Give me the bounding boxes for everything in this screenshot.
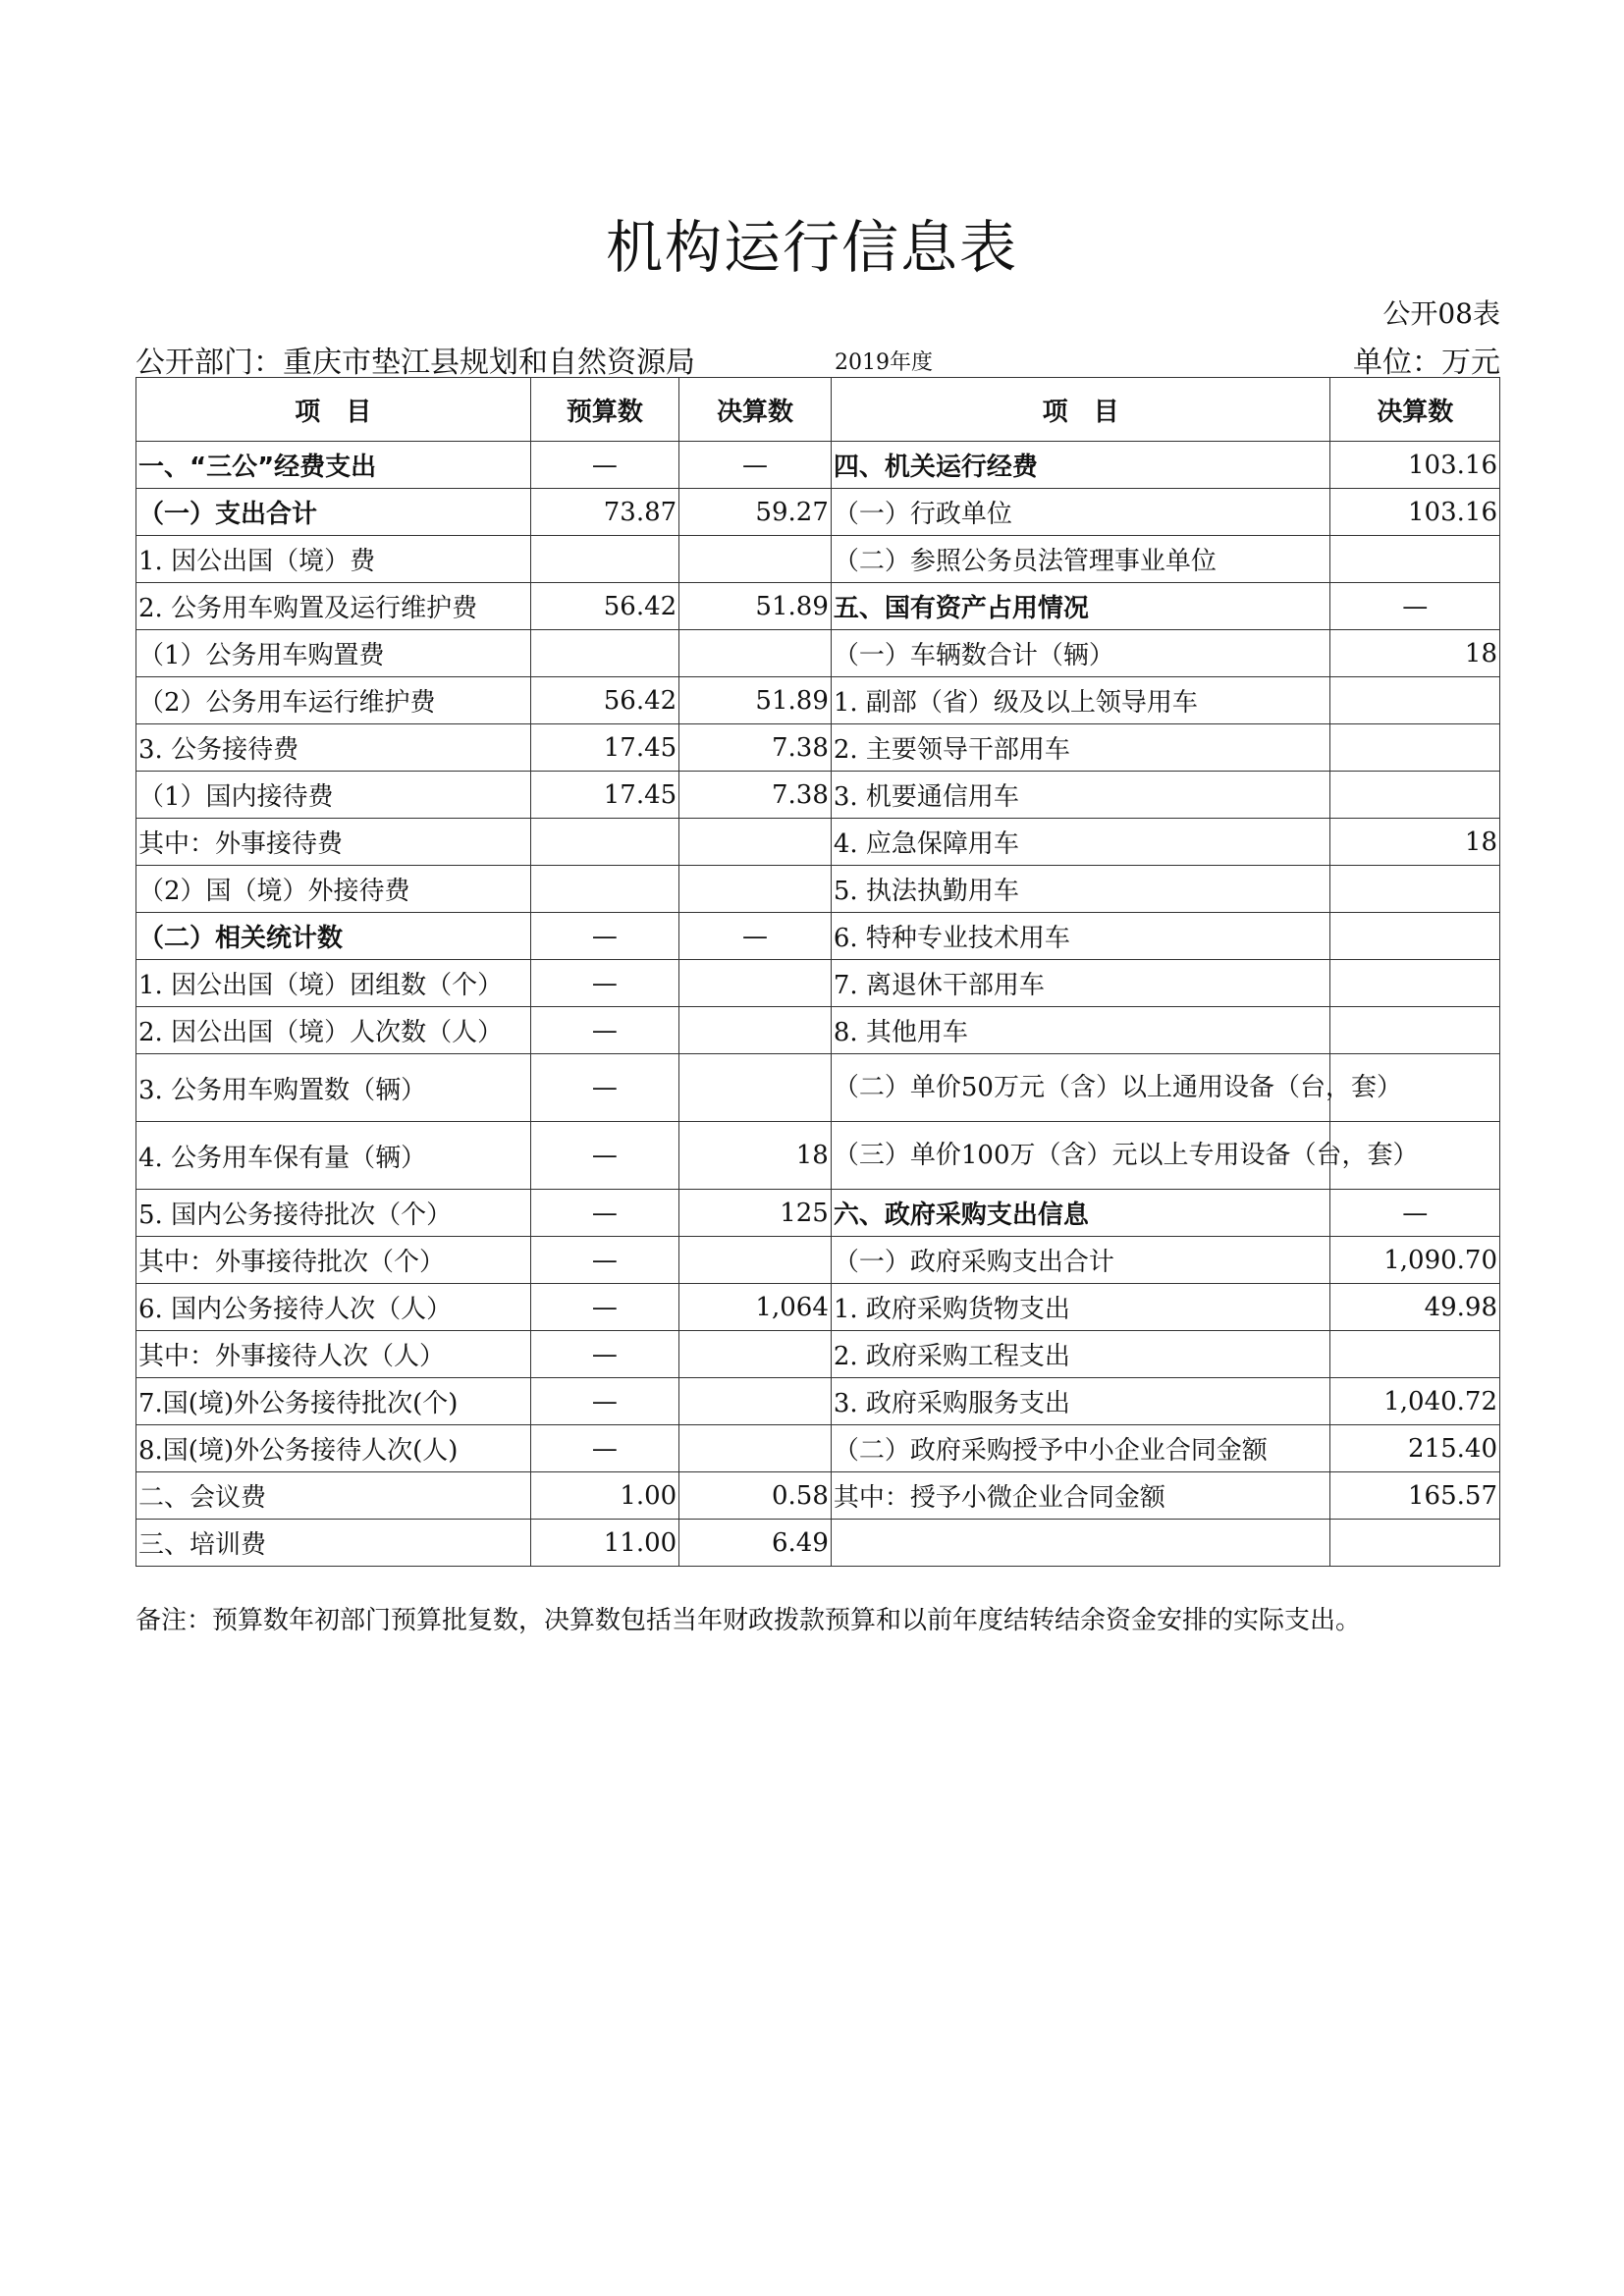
right-item-cell: （三）单价100万（含）元以上专用设备（台，套）	[831, 1122, 1330, 1190]
budget-cell: 11.00	[530, 1520, 679, 1567]
table-row	[136, 866, 1500, 913]
final-cell: 7.38	[679, 772, 832, 819]
right-final-cell	[1330, 960, 1500, 1007]
right-final-cell: 18	[1330, 630, 1500, 677]
right-final-cell	[1330, 1007, 1500, 1054]
final-cell	[679, 1378, 832, 1425]
right-item-cell: 四、机关运行经费	[831, 442, 1330, 489]
right-final-cell: 103.16	[1330, 489, 1500, 536]
table-row	[136, 489, 1500, 536]
footnote: 备注：预算数年初部门预算批复数，决算数包括当年财政拨款预算和以前年度结转结余资金安排的实际支出。	[135, 1606, 1362, 1635]
year-label: 2019年度	[835, 350, 933, 375]
right-item-cell: 其中：授予小微企业合同金额	[831, 1472, 1330, 1520]
right-final-cell: —	[1330, 583, 1500, 630]
right-item-cell: 5. 执法执勤用车	[831, 866, 1330, 913]
budget-cell	[530, 819, 679, 866]
right-item-cell	[831, 1520, 1330, 1567]
budget-cell: —	[530, 1122, 679, 1190]
right-final-cell: 1,090.70	[1330, 1237, 1500, 1284]
final-cell	[679, 630, 832, 677]
final-cell	[679, 1054, 832, 1122]
table-row	[136, 677, 1500, 724]
right-item-cell: 8. 其他用车	[831, 1007, 1330, 1054]
left-item-cell: （二）相关统计数	[136, 913, 531, 960]
budget-cell	[530, 536, 679, 583]
left-item-cell: 三、培训费	[136, 1520, 531, 1567]
table-row	[136, 1054, 1500, 1122]
right-item-cell: （一）车辆数合计（辆）	[831, 630, 1330, 677]
final-cell	[679, 866, 832, 913]
right-final-cell: 215.40	[1330, 1425, 1500, 1472]
budget-cell	[530, 630, 679, 677]
budget-cell: —	[530, 1007, 679, 1054]
left-item-cell: 8.国(境)外公务接待人次(人)	[136, 1425, 531, 1472]
table-row	[136, 1520, 1500, 1567]
left-item-cell: 其中：外事接待批次（个）	[136, 1237, 531, 1284]
final-cell: —	[679, 442, 832, 489]
budget-cell: —	[530, 1190, 679, 1237]
table-row	[136, 913, 1500, 960]
left-item-cell: 1. 因公出国（境）费	[136, 536, 531, 583]
right-item-cell: 2. 政府采购工程支出	[831, 1331, 1330, 1378]
header-budget: 预算数	[530, 378, 679, 442]
budget-cell: —	[530, 1054, 679, 1122]
right-final-cell	[1330, 536, 1500, 583]
operation-info-table	[135, 377, 1500, 1567]
right-final-cell	[1330, 913, 1500, 960]
right-item-cell: 7. 离退休干部用车	[831, 960, 1330, 1007]
table-row	[136, 1378, 1500, 1425]
left-item-cell: 二、会议费	[136, 1472, 531, 1520]
budget-cell: —	[530, 1237, 679, 1284]
final-cell	[679, 960, 832, 1007]
left-item-cell: 3. 公务接待费	[136, 724, 531, 772]
final-cell: 51.89	[679, 677, 832, 724]
final-cell	[679, 1331, 832, 1378]
right-item-cell: （二）参照公务员法管理事业单位	[831, 536, 1330, 583]
right-item-cell: 六、政府采购支出信息	[831, 1190, 1330, 1237]
header-item-right: 项 目	[831, 378, 1330, 442]
left-item-cell: 1. 因公出国（境）团组数（个）	[136, 960, 531, 1007]
budget-cell: 56.42	[530, 583, 679, 630]
table-row	[136, 1472, 1500, 1520]
budget-cell: —	[530, 1378, 679, 1425]
table-row	[136, 583, 1500, 630]
final-cell: —	[679, 913, 832, 960]
final-cell	[679, 1007, 832, 1054]
right-item-cell: （一）政府采购支出合计	[831, 1237, 1330, 1284]
budget-cell: 17.45	[530, 772, 679, 819]
right-item-cell: 1. 政府采购货物支出	[831, 1284, 1330, 1331]
left-item-cell: 5. 国内公务接待批次（个）	[136, 1190, 531, 1237]
left-item-cell: 一、“三公”经费支出	[136, 442, 531, 489]
unit-label: 单位：万元	[1353, 346, 1500, 380]
budget-cell: —	[530, 1425, 679, 1472]
final-cell: 51.89	[679, 583, 832, 630]
right-item-cell: 4. 应急保障用车	[831, 819, 1330, 866]
left-item-cell: （2）国（境）外接待费	[136, 866, 531, 913]
table-row	[136, 1284, 1500, 1331]
left-item-cell: 2. 因公出国（境）人次数（人）	[136, 1007, 531, 1054]
right-final-cell: 18	[1330, 819, 1500, 866]
right-final-cell	[1330, 724, 1500, 772]
right-item-cell: （二）单价50万元（含）以上通用设备（台，套）	[831, 1054, 1330, 1122]
left-item-cell: 7.国(境)外公务接待批次(个)	[136, 1378, 531, 1425]
left-item-cell: 其中：外事接待费	[136, 819, 531, 866]
final-cell	[679, 536, 832, 583]
right-item-cell: （二）政府采购授予中小企业合同金额	[831, 1425, 1330, 1472]
right-item-cell: （一）行政单位	[831, 489, 1330, 536]
budget-cell: —	[530, 960, 679, 1007]
form-code: 公开08表	[1382, 297, 1500, 330]
final-cell: 59.27	[679, 489, 832, 536]
final-cell	[679, 1425, 832, 1472]
table-row	[136, 630, 1500, 677]
table-row	[136, 442, 1500, 489]
header-final-right: 决算数	[1330, 378, 1500, 442]
right-item-cell: 2. 主要领导干部用车	[831, 724, 1330, 772]
table-row	[136, 772, 1500, 819]
right-final-cell: 165.57	[1330, 1472, 1500, 1520]
table-row	[136, 536, 1500, 583]
final-cell: 1,064	[679, 1284, 832, 1331]
final-cell	[679, 1237, 832, 1284]
right-item-cell: 1. 副部（省）级及以上领导用车	[831, 677, 1330, 724]
budget-cell: —	[530, 1331, 679, 1378]
page-title: 机构运行信息表	[605, 214, 1018, 281]
right-final-cell	[1330, 677, 1500, 724]
budget-cell: 73.87	[530, 489, 679, 536]
table-row	[136, 1007, 1500, 1054]
budget-cell: —	[530, 442, 679, 489]
right-final-cell	[1330, 1520, 1500, 1567]
budget-cell	[530, 866, 679, 913]
left-item-cell: 6. 国内公务接待人次（人）	[136, 1284, 531, 1331]
table-row	[136, 960, 1500, 1007]
left-item-cell: 4. 公务用车保有量（辆）	[136, 1122, 531, 1190]
right-final-cell	[1330, 1331, 1500, 1378]
table-row	[136, 1190, 1500, 1237]
left-item-cell: （2）公务用车运行维护费	[136, 677, 531, 724]
right-item-cell: 五、国有资产占用情况	[831, 583, 1330, 630]
final-cell: 18	[679, 1122, 832, 1190]
header-item-left: 项 目	[136, 378, 531, 442]
right-final-cell	[1330, 772, 1500, 819]
table-row	[136, 1425, 1500, 1472]
budget-cell: —	[530, 1284, 679, 1331]
left-item-cell: （1）公务用车购置费	[136, 630, 531, 677]
right-final-cell	[1330, 866, 1500, 913]
table-row	[136, 1331, 1500, 1378]
right-final-cell: —	[1330, 1190, 1500, 1237]
right-final-cell: 49.98	[1330, 1284, 1500, 1331]
budget-cell: 56.42	[530, 677, 679, 724]
left-item-cell: 3. 公务用车购置数（辆）	[136, 1054, 531, 1122]
budget-cell: 17.45	[530, 724, 679, 772]
right-final-cell: 1,040.72	[1330, 1378, 1500, 1425]
left-item-cell: 2. 公务用车购置及运行维护费	[136, 583, 531, 630]
right-final-cell: 103.16	[1330, 442, 1500, 489]
budget-cell: —	[530, 913, 679, 960]
table-row	[136, 1237, 1500, 1284]
right-item-cell: 3. 机要通信用车	[831, 772, 1330, 819]
final-cell	[679, 819, 832, 866]
right-item-cell: 6. 特种专业技术用车	[831, 913, 1330, 960]
final-cell: 6.49	[679, 1520, 832, 1567]
table-row	[136, 1122, 1500, 1190]
final-cell: 7.38	[679, 724, 832, 772]
final-cell: 0.58	[679, 1472, 832, 1520]
department-label: 公开部门：重庆市垫江县规划和自然资源局	[135, 346, 695, 380]
right-item-cell: 3. 政府采购服务支出	[831, 1378, 1330, 1425]
header-meta	[135, 338, 1500, 380]
table-header-row	[136, 378, 1500, 442]
left-item-cell: 其中：外事接待人次（人）	[136, 1331, 531, 1378]
table-row	[136, 724, 1500, 772]
left-item-cell: （1）国内接待费	[136, 772, 531, 819]
left-item-cell: （一）支出合计	[136, 489, 531, 536]
final-cell: 125	[679, 1190, 832, 1237]
budget-cell: 1.00	[530, 1472, 679, 1520]
table-row	[136, 819, 1500, 866]
header-final-left: 决算数	[679, 378, 832, 442]
